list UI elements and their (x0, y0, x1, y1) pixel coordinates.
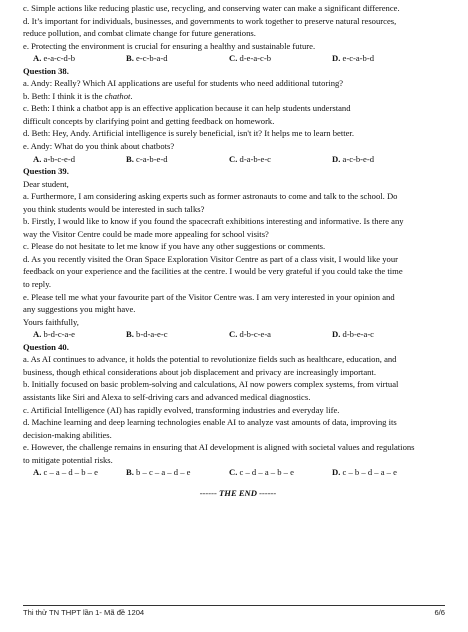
q39-line-a2: you think students would be interested in such talks? (23, 203, 205, 214)
q39-line-c: c. Please do not hesitate to let me know if you have any other suggestions or comments. (23, 241, 326, 252)
question-40-title: Question 40. (23, 341, 69, 352)
option-d[interactable]: D. c – b – d – a – e (332, 467, 397, 478)
footer-exam-code: Thi thử TN THPT lần 1- Mã đề 1204 (23, 608, 145, 617)
q40-line-d2: decision-making abilities. (23, 429, 112, 440)
q38-line-c2: difficult concepts by clarifying point and getting feedback on homework. (23, 115, 275, 126)
q40-line-e2: to mitigate potential risks. (23, 454, 113, 465)
option-d[interactable]: D. e-c-a-b-d (332, 53, 374, 64)
q38-line-e: e. Andy: What do you think about chatbots? (23, 141, 175, 152)
option-b[interactable]: B. c-a-b-e-d (126, 153, 168, 164)
question-39-title: Question 39. (23, 166, 69, 177)
q39-line-e1: e. Please tell me what your favourite part of the Visitor Centre was. I am very interested in your opinion and (23, 291, 395, 302)
answer-options (23, 52, 453, 65)
q40-line-d1: d. Machine learning and deep learning technologies enable AI to analyze vast amounts of data, improving its (23, 417, 397, 428)
sentence-e: e. Protecting the environment is crucial for ensuring a healthy and sustainable future. (23, 40, 316, 51)
sentence-d-line2: reduce pollution, and combat climate change for future generations. (23, 28, 256, 39)
q40-line-c: c. Artificial Intelligence (AI) has rapidly evolved, transforming industries and everyday life. (23, 404, 340, 415)
answer-options (23, 153, 453, 166)
option-c[interactable]: C. d-b-c-e-a (229, 329, 271, 340)
q38-line-b: b. Beth: I think it is the chathot. (23, 90, 133, 101)
q39-closing: Yours faithfully, (23, 316, 79, 327)
sentence-c: c. Simple actions like reducing plastic use, recycling, and conserving water can make a significant difference. (23, 3, 400, 13)
option-c[interactable]: C. d-a-b-e-c (229, 153, 271, 164)
option-d[interactable]: D. a-c-b-e-d (332, 153, 374, 164)
option-a[interactable]: A. c – a – d – b – e (33, 467, 98, 478)
answer-options (23, 328, 453, 341)
q40-line-a2: business, though ethical considerations about job displacement and privacy are increasingly important. (23, 366, 376, 377)
q39-line-a1: a. Furthermore, I am considering asking experts such as former astronauts to come and talk to the school. Do (23, 191, 398, 202)
q40-line-a1: a. As AI continues to advance, it holds the potential to revolutionize fields such as healthcare, education, and (23, 354, 397, 365)
option-b[interactable]: B. e-c-b-a-d (126, 53, 168, 64)
q38-line-a: a. Andy: Really? Which AI applications are useful for students who need additional tutoring? (23, 78, 344, 89)
q40-line-b2: assistants like Siri and Alexa to self-driving cars and advanced medical diagnostics. (23, 391, 311, 402)
option-a[interactable]: A. a-b-c-e-d (33, 153, 75, 164)
answer-options (23, 466, 453, 479)
q38-line-d: d. Beth: Hey, Andy. Artificial intelligence is surely beneficial, isn't it? It helps me to learn better. (23, 128, 354, 139)
page-content (23, 2, 453, 499)
q40-line-b1: b. Initially focused on basic problem-solving and calculations, AI now powers complex systems, from virtual (23, 379, 399, 390)
q39-line-d2: feedback on your experience and the facilities at the centre. I would be very grateful if you could take the time (23, 266, 403, 277)
option-b[interactable]: B. b – c – a – d – e (126, 467, 191, 478)
q39-line-d3: to reply. (23, 279, 52, 290)
page-footer (23, 607, 445, 620)
option-c[interactable]: C. c – d – a – b – e (229, 467, 294, 478)
q38-line-c1: c. Beth: I think a chatbot app is an effective application because it can help students understand (23, 103, 351, 114)
option-c[interactable]: C. d-e-a-c-b (229, 53, 271, 64)
footer-page-number: 6/6 (434, 608, 445, 617)
end-marker: ------ THE END ------ (199, 487, 277, 498)
option-a[interactable]: A. b-d-c-a-e (33, 329, 75, 340)
q39-line-b2: way the Visitor Centre could be made more appealing for school visits? (23, 228, 269, 239)
question-38-title: Question 38. (23, 65, 69, 76)
option-d[interactable]: D. d-b-e-a-c (332, 329, 374, 340)
option-a[interactable]: A. e-a-c-d-b (33, 53, 75, 64)
q39-greeting: Dear student, (23, 178, 69, 189)
q39-line-e2: any suggestions you might have. (23, 304, 136, 315)
footer-divider (23, 605, 445, 606)
q39-line-d1: d. As you recently visited the Oran Space Exploration Visitor Centre as part of a class visit, I would like your (23, 253, 398, 264)
q39-line-b1: b. Firstly, I would like to know if you found the spacecraft exhibitions interesting and informative. Is there any (23, 216, 404, 227)
sentence-d-line1: d. It’s important for individuals, businesses, and governments to work together to preserve natural resources, (23, 15, 397, 26)
option-b[interactable]: B. b-d-a-e-c (126, 329, 168, 340)
q40-line-e1: e. However, the challenge remains in ensuring that AI development is aligned with societal values and regulations (23, 442, 415, 453)
